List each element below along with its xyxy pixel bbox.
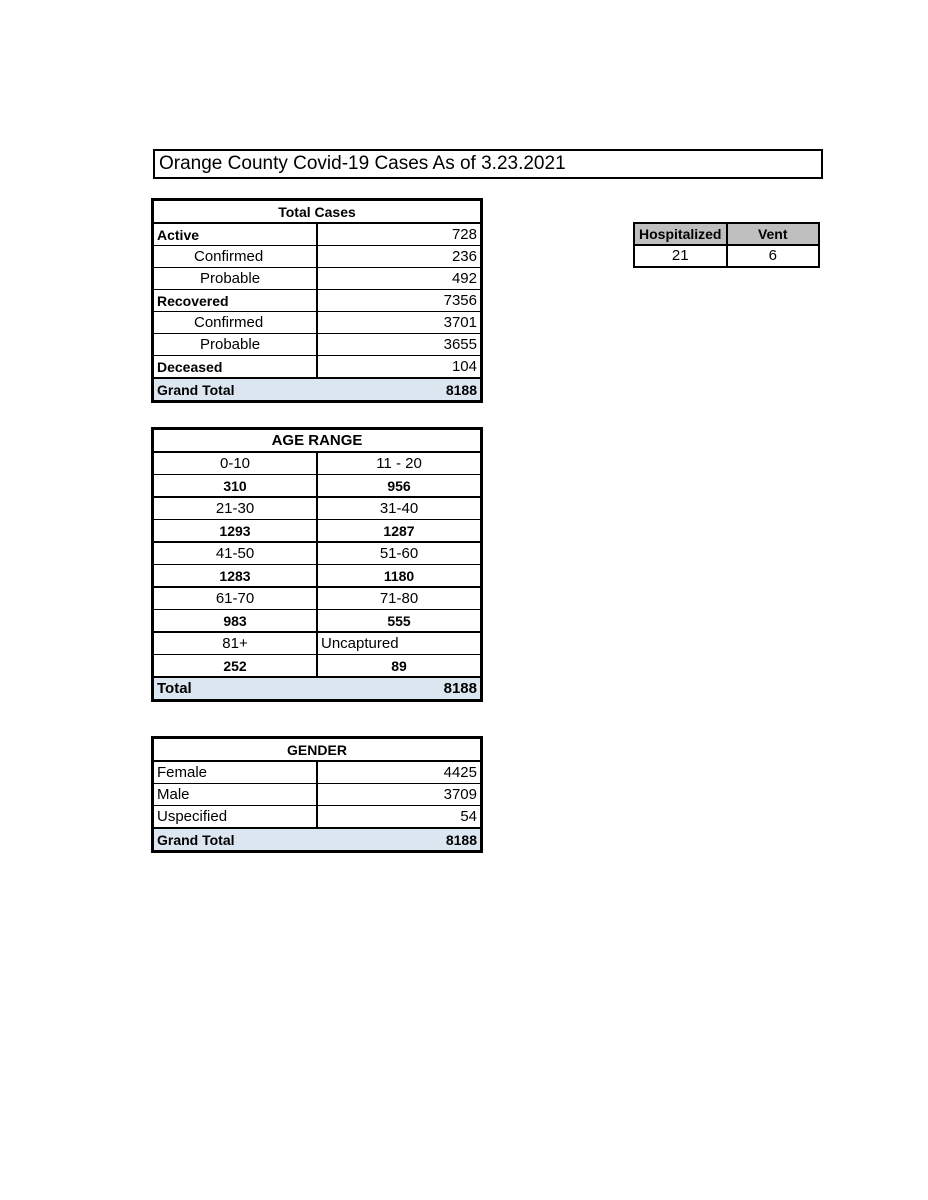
active-probable-label: Probable [153, 268, 318, 290]
table-row [153, 334, 482, 356]
recovered-probable-label: Probable [153, 334, 318, 356]
male-value: 3709 [317, 784, 482, 806]
age-label: 31-40 [317, 497, 482, 520]
gender-grand-total-row [153, 828, 482, 852]
age-total-value: 8188 [317, 677, 482, 701]
age-value: 1287 [317, 520, 482, 543]
vent-header: Vent [727, 223, 820, 245]
active-confirmed-label: Confirmed [153, 246, 318, 268]
table-row [153, 268, 482, 290]
active-probable-value: 492 [317, 268, 482, 290]
table-row [153, 520, 482, 543]
unspecified-value: 54 [317, 806, 482, 829]
recovered-value: 7356 [317, 290, 482, 312]
age-value: 1180 [317, 565, 482, 588]
grand-total-row [153, 378, 482, 402]
age-value: 1293 [153, 520, 318, 543]
deceased-label: Deceased [153, 356, 318, 379]
age-value: 1283 [153, 565, 318, 588]
table-row [153, 806, 482, 829]
age-value: 252 [153, 655, 318, 678]
recovered-probable-value: 3655 [317, 334, 482, 356]
active-confirmed-value: 236 [317, 246, 482, 268]
table-row [153, 565, 482, 588]
hospitalized-header: Hospitalized [634, 223, 727, 245]
age-label: 61-70 [153, 587, 318, 610]
total-cases-header: Total Cases [153, 200, 482, 224]
recovered-confirmed-value: 3701 [317, 312, 482, 334]
age-label: 71-80 [317, 587, 482, 610]
active-label: Active [153, 223, 318, 246]
male-label: Male [153, 784, 318, 806]
age-value: 89 [317, 655, 482, 678]
table-row [153, 246, 482, 268]
table-row [153, 312, 482, 334]
age-label: 0-10 [153, 452, 318, 475]
table-row [153, 452, 482, 475]
age-value: 555 [317, 610, 482, 633]
table-row [153, 223, 482, 246]
table-row [153, 655, 482, 678]
recovered-confirmed-label: Confirmed [153, 312, 318, 334]
age-range-header: AGE RANGE [153, 429, 482, 453]
age-label: 41-50 [153, 542, 318, 565]
table-row [153, 497, 482, 520]
report-title: Orange County Covid-19 Cases As of 3.23.2021 [153, 149, 823, 179]
female-value: 4425 [317, 761, 482, 784]
gender-header: GENDER [153, 738, 482, 762]
age-label: Uncaptured [317, 632, 482, 655]
table-row [153, 587, 482, 610]
total-cases-table [151, 198, 483, 403]
vent-value: 6 [727, 245, 820, 267]
age-label: 81+ [153, 632, 318, 655]
age-value: 956 [317, 475, 482, 498]
female-label: Female [153, 761, 318, 784]
unspecified-label: Uspecified [153, 806, 318, 829]
age-total-row [153, 677, 482, 701]
gender-grand-total-value: 8188 [317, 828, 482, 852]
recovered-label: Recovered [153, 290, 318, 312]
active-value: 728 [317, 223, 482, 246]
gender-grand-total-label: Grand Total [153, 828, 318, 852]
hospitalized-value: 21 [634, 245, 727, 267]
table-row [153, 475, 482, 498]
table-row [153, 761, 482, 784]
table-row [153, 610, 482, 633]
age-range-table [151, 427, 483, 702]
deceased-value: 104 [317, 356, 482, 379]
age-value: 983 [153, 610, 318, 633]
age-value: 310 [153, 475, 318, 498]
hospitalized-table [633, 222, 820, 268]
grand-total-label: Grand Total [153, 378, 318, 402]
grand-total-value: 8188 [317, 378, 482, 402]
table-row [153, 542, 482, 565]
table-row [153, 632, 482, 655]
age-label: 11 - 20 [317, 452, 482, 475]
age-label: 21-30 [153, 497, 318, 520]
table-row [153, 784, 482, 806]
table-row [153, 356, 482, 379]
age-total-label: Total [153, 677, 318, 701]
gender-table [151, 736, 483, 853]
table-row [153, 290, 482, 312]
age-label: 51-60 [317, 542, 482, 565]
